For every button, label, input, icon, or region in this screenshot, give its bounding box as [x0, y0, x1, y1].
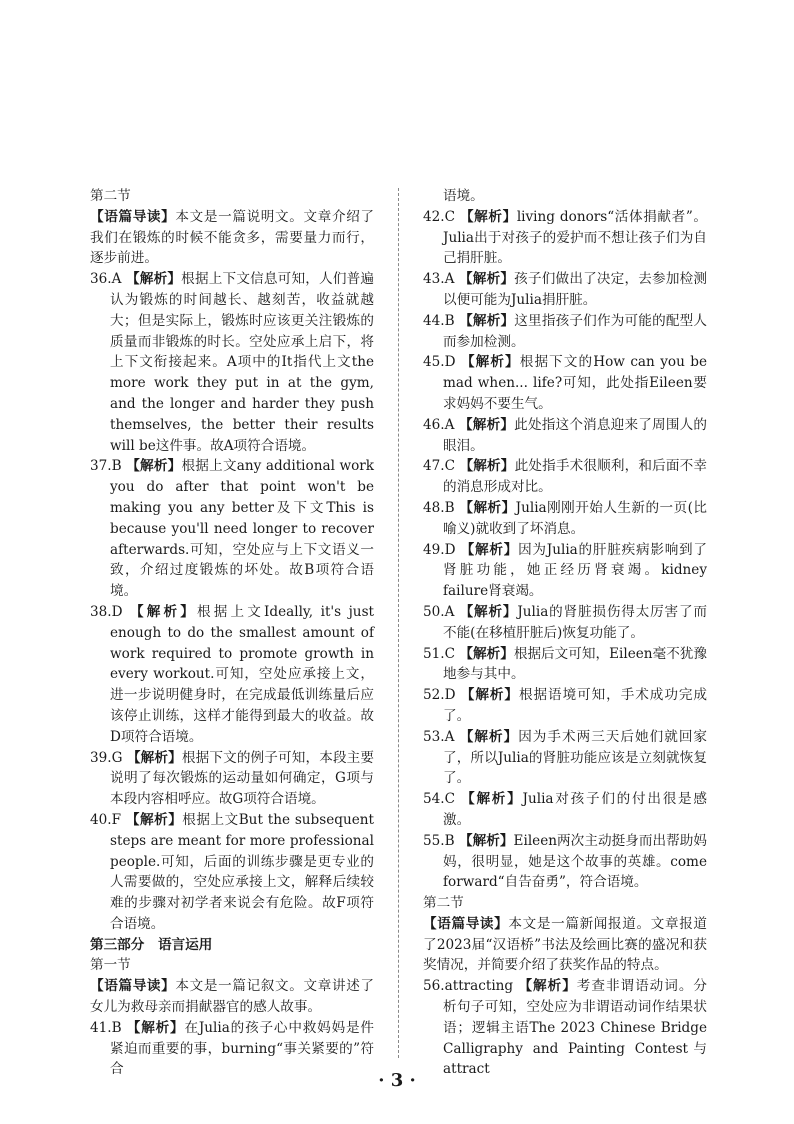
answer-item [423, 540, 707, 602]
item-answer: G [111, 749, 123, 766]
section-title: 第一节 [90, 957, 131, 974]
section-title: 第二节 [90, 188, 131, 204]
analysis-text: 这里指孩子们作为可能的配型人而参加检测。 [443, 312, 708, 350]
analysis-text: 此处指这个消息迎来了周围人的眼泪。 [443, 416, 708, 454]
continued-text: 语境。 [443, 188, 484, 204]
analysis-text: 根据上文But the subsequent steps are meant for more professional people.可知，后面的训练步骤是更专业的人需要做的，空处应承接上文，解释后续较难的步骤对初学者来说会有危险。故F项符合语境。 [110, 811, 374, 932]
item-answer: B [444, 499, 455, 516]
reading-guide [90, 976, 374, 1018]
analysis-tag: 【解析】 [459, 728, 519, 745]
guide-text: 本文是一篇说明文。文章介绍了我们在锻炼的时候不能贪多，需要量力而行，逐步前进。 [90, 208, 375, 267]
item-answer: B [444, 312, 455, 329]
analysis-text: 根据语境可知，手术成功完成了。 [443, 687, 707, 724]
item-answer: C [444, 645, 456, 662]
answer-item [90, 810, 374, 935]
column-divider [398, 188, 399, 1058]
item-answer: C [444, 458, 456, 475]
item-answer: C [444, 208, 456, 225]
item-number: 38. [90, 603, 112, 620]
answer-item [423, 352, 707, 414]
analysis-text: 孩子们做出了决定，去参加检测以便可能为Julia捐肝脏。 [443, 271, 708, 308]
item-number: 36. [90, 271, 112, 288]
item-answer: A [444, 416, 455, 433]
section-title: 第二节 [423, 895, 464, 912]
right-column [423, 186, 707, 1080]
analysis-tag: 【解析】 [458, 416, 515, 433]
analysis-tag: 【解析】 [125, 811, 183, 828]
left-column [90, 186, 374, 1080]
analysis-tag: 【解析】 [460, 687, 519, 704]
guide-text: 本文是一篇记叙文。文章讲述了女儿为救母亲而捐献器官的感人故事。 [90, 978, 375, 1016]
analysis-text: 根据上下文信息可知，人们普遍认为锻炼的时间越长、越刻苦，收益就越大；但是实际上，锻炼时应该更关注锻炼的质量而非锻炼的时长。空处应承上启下，将上下文衔接起来。A项中的It指代上文the more work they put in at the gym, and the longer and harder they push themselves, the better their results will be这件事。故A项符合语境。 [110, 271, 375, 454]
guide-text: 本文是一篇新闻报道。文章报道了2023届“汉语桥”书法及绘画比赛的盛况和获奖情况，并简要介绍了获奖作品的特点。 [423, 915, 708, 974]
item-number: 43. [423, 271, 445, 288]
item-answer: D [444, 541, 456, 558]
analysis-tag: 【解析】 [518, 978, 577, 995]
guide-tag: 【语篇导读】 [423, 915, 509, 932]
guide-tag: 【语篇导读】 [90, 978, 176, 995]
item-number: 48. [423, 499, 445, 516]
analysis-tag: 【解析】 [125, 271, 182, 288]
item-number: 55. [423, 832, 445, 849]
answer-item [90, 456, 374, 602]
answer-item [423, 789, 707, 831]
answer-item [90, 602, 374, 748]
analysis-text: Julia对孩子们的付出很是感激。 [443, 791, 707, 828]
analysis-text: 在Julia的孩子心中救妈妈是件紧迫而重要的事，burning“事关紧要的”符合 [110, 1019, 374, 1078]
item-answer: A [444, 603, 455, 620]
analysis-text: Eileen两次主动挺身而出帮助妈妈，很明显，她是这个故事的英雄。come forward“自告奋勇”，符合语境。 [443, 832, 708, 891]
answer-item [423, 727, 707, 789]
item-number: 51. [423, 645, 445, 662]
analysis-text: 因为Julia的肝脏疾病影响到了肾脏功能，她正经历肾衰竭。kidney failure肾衰竭。 [443, 541, 707, 600]
analysis-tag: 【解析】 [126, 1019, 185, 1036]
item-number: 54. [423, 791, 445, 808]
item-number: 39. [90, 749, 112, 766]
analysis-tag: 【解析】 [459, 312, 515, 329]
analysis-text: 根据下文的例子可知，本段主要说明了每次锻炼的运动量如何确定，G项与本段内容相呼应。故G项符合语境。 [110, 749, 375, 808]
part-title: 第三部分 语言运用 [90, 936, 213, 953]
answer-item [90, 748, 374, 810]
answer-item [423, 269, 707, 311]
answer-item [423, 976, 707, 1080]
item-number: 53. [423, 728, 445, 745]
reading-guide [423, 914, 707, 976]
answer-item [90, 269, 374, 456]
item-answer: B [111, 1019, 122, 1036]
item-number: 40. [90, 811, 112, 828]
analysis-text: 根据下文的How can you be mad when... life?可知，此处指Eileen要求妈妈不要生气。 [443, 354, 708, 412]
analysis-tag: 【解析】 [130, 603, 198, 620]
item-number: 52. [423, 687, 445, 704]
item-answer: C [444, 791, 456, 808]
answer-item [423, 311, 707, 353]
item-answer: D [111, 603, 123, 620]
answer-item [423, 831, 707, 893]
analysis-tag: 【解析】 [459, 603, 518, 620]
analysis-tag: 【解析】 [460, 354, 520, 371]
item-number: 49. [423, 541, 445, 558]
analysis-tag: 【解析】 [459, 458, 515, 475]
page-number: · 3 · [378, 1070, 416, 1091]
item-answer: A [444, 271, 455, 288]
item-number: 42. [423, 208, 445, 225]
analysis-tag: 【解析】 [461, 791, 523, 808]
item-answer: D [444, 687, 456, 704]
answer-item [423, 602, 707, 644]
item-answer: A [111, 271, 122, 288]
item-number: 44. [423, 312, 445, 329]
item-answer: attracting [444, 978, 514, 995]
reading-guide [90, 207, 374, 269]
analysis-tag: 【解析】 [459, 645, 514, 662]
analysis-text: Julia的肾脏损伤得太厉害了而不能(在移植肝脏后)恢复功能了。 [443, 603, 707, 641]
analysis-tag: 【解析】 [458, 271, 515, 288]
item-number: 50. [423, 603, 445, 620]
item-number: 41. [90, 1019, 112, 1036]
analysis-text: 此处指手术很顺利，和后面不幸的消息形成对比。 [443, 458, 708, 496]
guide-tag: 【语篇导读】 [90, 208, 176, 225]
analysis-tag: 【解析】 [460, 541, 519, 558]
item-number: 56. [423, 978, 445, 995]
item-answer: B [111, 458, 122, 475]
analysis-text: 根据后文可知，Eileen毫不犹豫地参与其中。 [443, 645, 708, 683]
analysis-tag: 【解析】 [459, 208, 517, 225]
answer-item [423, 685, 707, 727]
analysis-text: living donors“活体捐献者”。Julia出于对孩子的爱护而不想让孩子们为自己捐肝脏。 [443, 208, 707, 267]
analysis-tag: 【解析】 [459, 499, 516, 516]
analysis-tag: 【解析】 [126, 458, 182, 475]
item-answer: F [111, 811, 122, 828]
answer-item [423, 456, 707, 498]
answer-item [423, 498, 707, 540]
item-answer: B [444, 832, 455, 849]
analysis-tag: 【解析】 [459, 832, 514, 849]
item-answer: D [444, 354, 456, 371]
analysis-text: 考查非谓语动词。分析句子可知，空处应为非谓语动词作结果状语；逻辑主语The 2023 Chinese Bridge Calligraphy and Painting Contest与attract [443, 978, 708, 1078]
analysis-text: 根据上文any additional work you do after that point won't be making you any better及下文This is because you'll need longer to recover afterwards.可知，空处应与上下文语义一致，介绍过度锻炼的坏处。故B项符合语境。 [110, 458, 375, 600]
item-answer: A [444, 728, 455, 745]
analysis-text: 因为手术两三天后她们就回家了，所以Julia的肾脏功能应该是立刻就恢复了。 [443, 728, 708, 787]
analysis-text: 根据上文Ideally, it's just enough to do the smallest amount of work required to promote growth in every workout.可知，空处应承接上文，进一步说明健身时，在完成最低训练量后应该停止训练，这样才能得到最大的收益。故D项符合语境。 [110, 603, 375, 745]
analysis-tag: 【解析】 [126, 749, 182, 766]
item-number: 46. [423, 416, 445, 433]
answer-item [423, 415, 707, 457]
item-number: 37. [90, 458, 112, 475]
answer-item [423, 207, 707, 269]
item-number: 47. [423, 458, 445, 475]
answer-item [423, 644, 707, 686]
analysis-text: Julia刚刚开始人生新的一页(比喻义)就收到了坏消息。 [443, 499, 708, 537]
item-number: 45. [423, 354, 445, 371]
